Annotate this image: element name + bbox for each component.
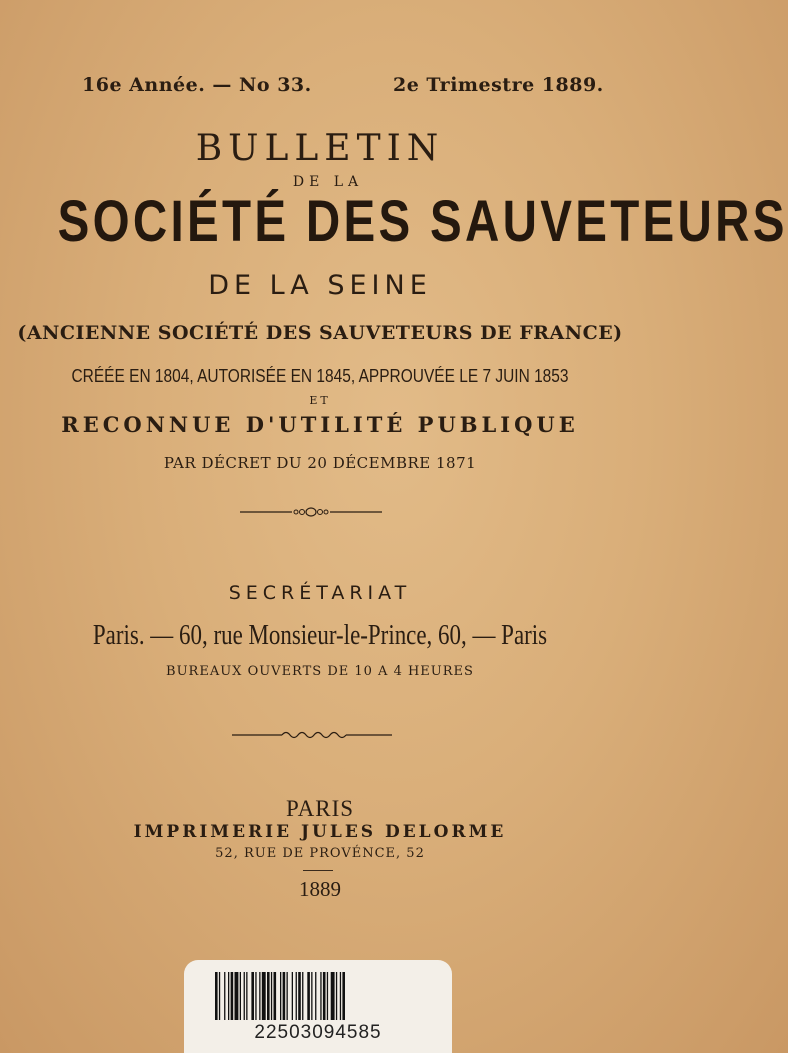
barcode-bar: [327, 972, 328, 1020]
barcode-bar: [298, 972, 301, 1020]
barcode-bar: [219, 972, 220, 1020]
barcode-bar: [251, 972, 254, 1020]
barcode-bar: [224, 972, 225, 1020]
subtitle-ancienne: (ANCIENNE SOCIÉTÉ DES SAUVETEURS DE FRANCE): [17, 322, 623, 344]
ornament-divider-bottom: [232, 728, 392, 742]
barcode-bar: [280, 972, 281, 1020]
barcode-bar: [259, 972, 260, 1020]
barcode-icon: [215, 972, 429, 1020]
founding-history: CRÉÉE EN 1804, AUTORISÉE EN 1845, APPROUVÉE LE 7 JUIN 1853: [71, 366, 569, 386]
barcode-bar: [342, 972, 345, 1020]
secretariat-heading: SECRÉTARIAT: [228, 582, 412, 604]
barcode-bar: [315, 972, 316, 1020]
ornament-divider-top: [240, 505, 382, 519]
imprint-address: 52, RUE DE PROVÉNCE, 52: [215, 846, 425, 861]
conjunction-et: ET: [309, 394, 331, 407]
barcode-bar: [231, 972, 234, 1020]
title-societe: SOCIÉTÉ DES SAUVETEURS: [57, 189, 788, 254]
title-de-la: DE LA: [292, 174, 364, 190]
imprint-year: 1889: [299, 877, 341, 901]
decree-date: PAR DÉCRET DU 20 DÉCEMBRE 1871: [163, 454, 477, 472]
barcode-bar: [228, 972, 229, 1020]
barcode-bar: [287, 972, 288, 1020]
barcode-bar: [283, 972, 286, 1020]
barcode-bar: [302, 972, 303, 1020]
barcode-bar: [262, 972, 266, 1020]
barcode-number: 22503094585: [254, 1022, 382, 1043]
barcode-bar: [323, 972, 326, 1020]
barcode-bar: [274, 972, 277, 1020]
imprint-printer: IMPRIMERIE JULES DELORME: [133, 822, 507, 842]
public-utility: RECONNUE D'UTILITÉ PUBLIQUE: [61, 412, 579, 437]
barcode-bar: [292, 972, 293, 1020]
title-seine: DE LA SEINE: [208, 270, 432, 301]
barcode-bar: [296, 972, 297, 1020]
barcode-bar: [340, 972, 341, 1020]
barcode-bar: [235, 972, 239, 1020]
title-bulletin: BULLETIN: [195, 128, 445, 169]
barcode-bar: [240, 972, 241, 1020]
secretariat-address: Paris. — 60, rue Monsieur-le-Prince, 60, — Paris: [92, 620, 548, 651]
barcode-bar: [255, 972, 256, 1020]
barcode-bar: [331, 972, 335, 1020]
barcode-bar: [215, 972, 218, 1020]
barcode-bar: [320, 972, 321, 1020]
office-hours: BUREAUX OUVERTS DE 10 A 4 HEURES: [166, 664, 474, 679]
barcode-bar: [336, 972, 337, 1020]
divider-rule: [303, 870, 333, 871]
barcode-bar: [271, 972, 272, 1020]
volume-number: 16e Année. — No 33.: [82, 74, 312, 96]
barcode-bar: [246, 972, 247, 1020]
imprint-city: PARIS: [285, 796, 355, 821]
barcode-bar: [244, 972, 245, 1020]
barcode-bar: [307, 972, 310, 1020]
barcode-bar: [311, 972, 312, 1020]
barcode-bar: [267, 972, 270, 1020]
quarter-date: 2e Trimestre 1889.: [393, 74, 604, 96]
